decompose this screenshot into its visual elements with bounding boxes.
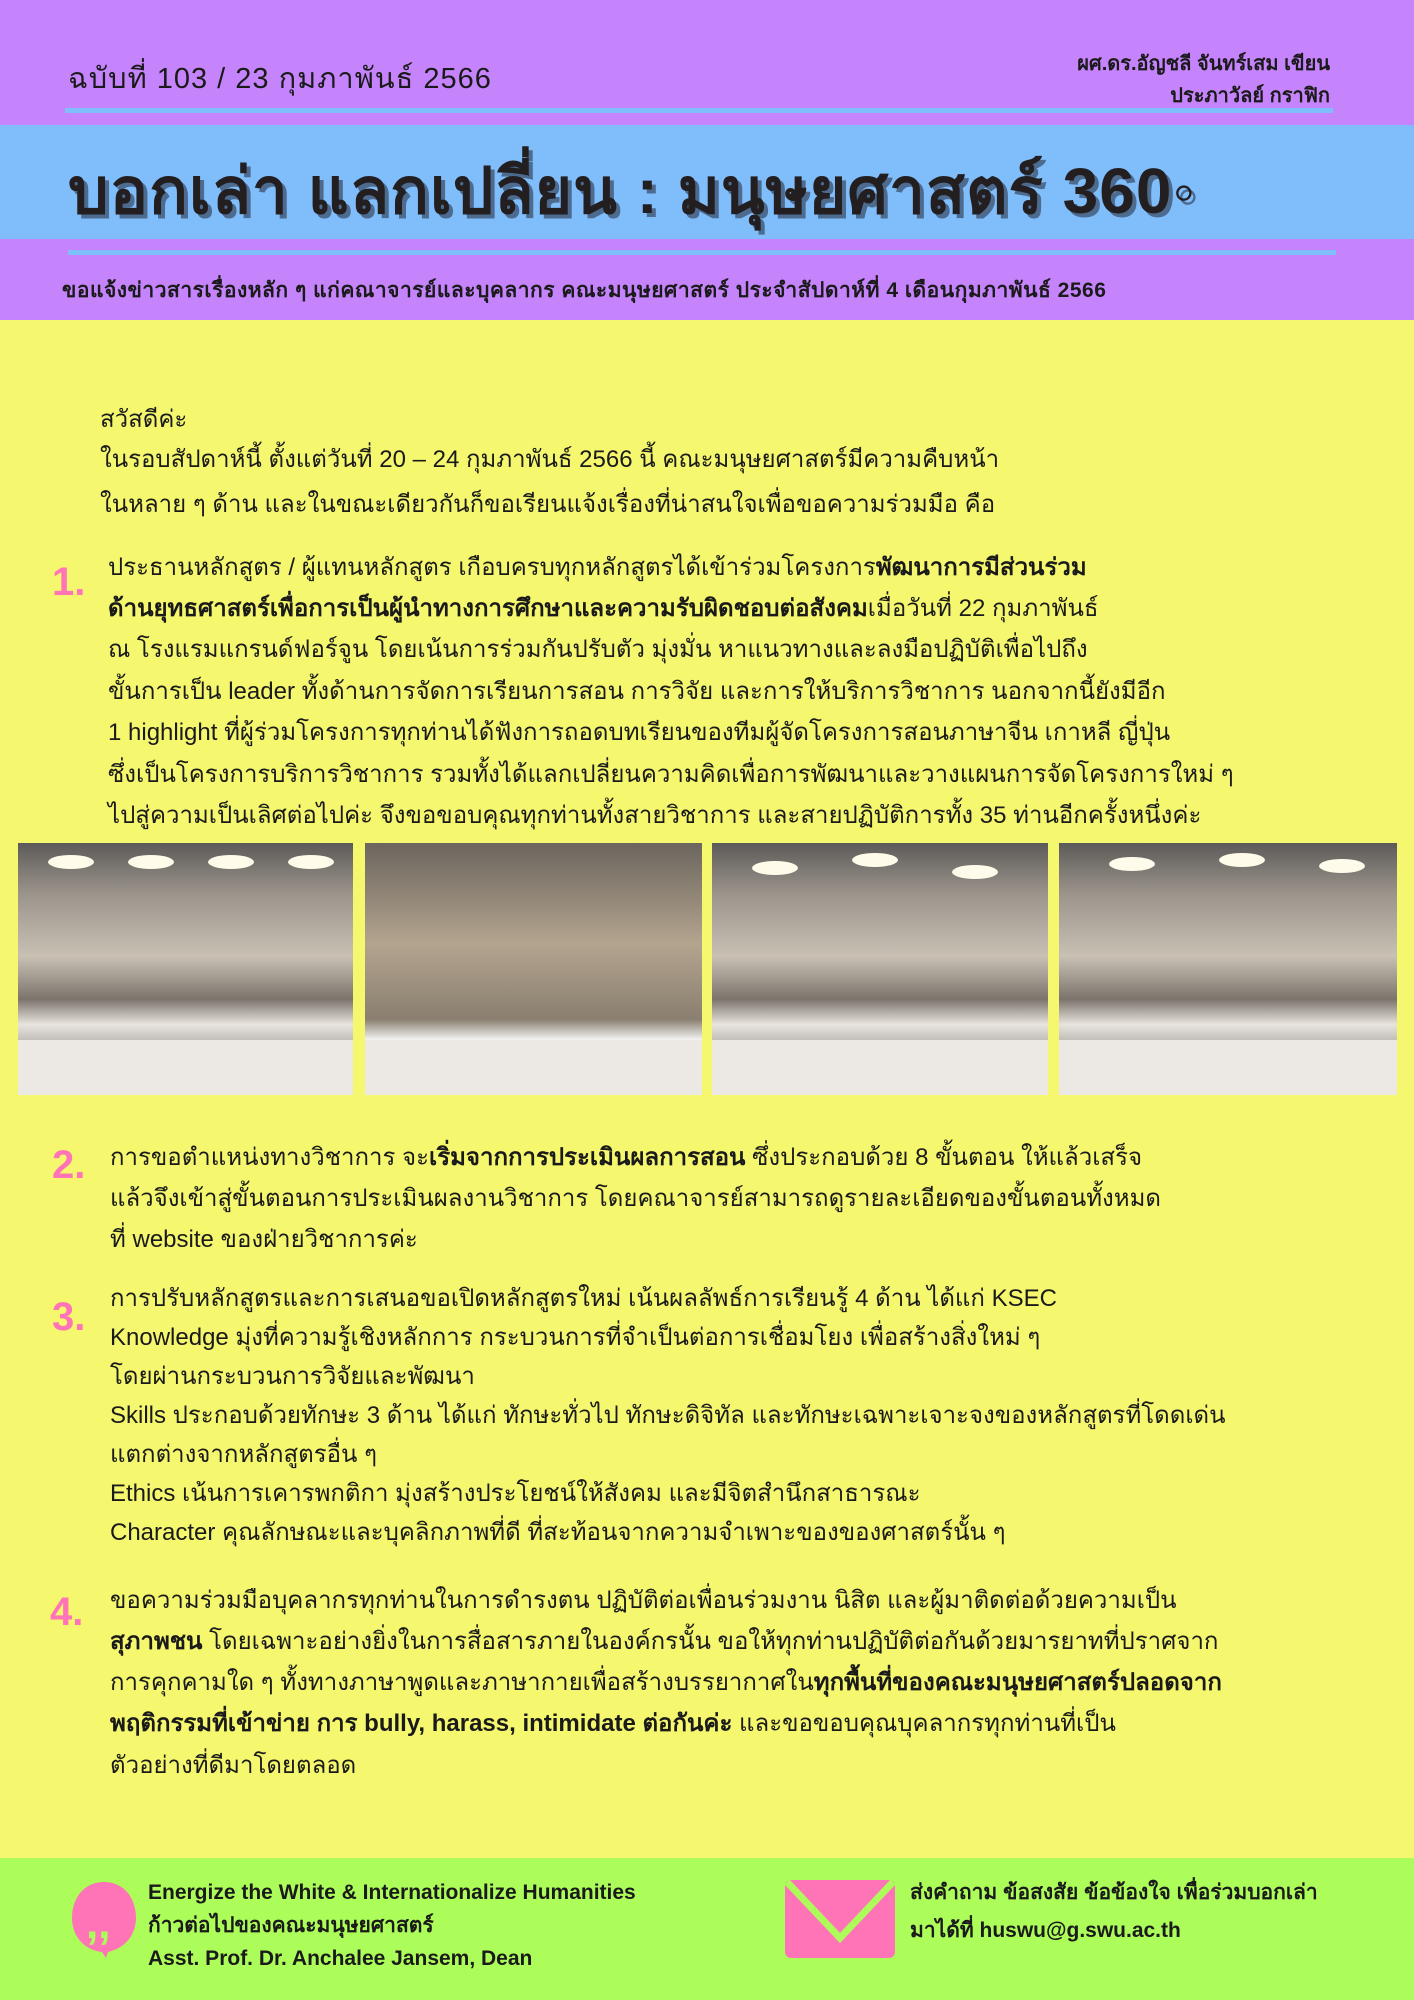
photo-meeting-4 bbox=[1059, 843, 1397, 1095]
bold-text: ทุกพื้นที่ของคณะมนุษยศาสตร์ปลอดจาก bbox=[813, 1669, 1222, 1696]
page-title: บอกเล่า แลกเปลี่ยน : มนุษยศาสตร์ 360◦ bbox=[68, 155, 1197, 227]
item-line: Character คุณลักษณะและบุคลิกภาพที่ดี ที่สะท้อนจากความจำเพาะของของศาสตร์นั้น ๆ bbox=[110, 1519, 1006, 1546]
greeting-line: สวัสดีค่ะ bbox=[100, 406, 188, 433]
bold-text: ด้านยุทธศาสตร์เพื่อการเป็นผู้นำทางการศึกษาและความรับผิดชอบต่อสังคม bbox=[108, 595, 868, 622]
graphic-credit: ประภาวัลย์ กราฟิก bbox=[1170, 85, 1330, 107]
photo-meeting-2 bbox=[365, 843, 702, 1095]
footer-slogan: Energize the White & Internationalize Humanities bbox=[148, 1881, 636, 1904]
bold-text: พฤติกรรมที่เข้าข่าย การ bully, harass, intimidate ต่อกันค่ะ bbox=[110, 1710, 733, 1737]
item-number: 1. bbox=[52, 560, 86, 604]
text: ประธานหลักสูตร / ผู้แทนหลักสูตร เกือบครบทุกหลักสูตรได้เข้าร่วมโครงการ bbox=[108, 554, 876, 581]
text: การขอตำแหน่งทางวิชาการ จะ bbox=[110, 1144, 429, 1171]
item-line bbox=[110, 1706, 1116, 1742]
item-line bbox=[110, 1140, 1142, 1176]
text: โดยเฉพาะอย่างยิ่งในการสื่อสารภายในองค์กรนั้น ขอให้ทุกท่านปฏิบัติต่อกันด้วยมารยาทที่ปราศจาก bbox=[202, 1628, 1219, 1655]
item-line: ขอความร่วมมือบุคลากรทุกท่านในการดำรงตน ปฏิบัติต่อเพื่อนร่วมงาน นิสิต และผู้มาติดต่อด้วยความเป็น bbox=[110, 1587, 1177, 1614]
mail-icon bbox=[785, 1880, 895, 1963]
item-line: Skills ประกอบด้วยทักษะ 3 ด้าน ได้แก่ ทักษะทั่วไป ทักษะดิจิทัล และทักษะเฉพาะเจาะจงของหลักสูตรที่โดดเด่น bbox=[110, 1402, 1226, 1429]
item-line: ไปสู่ความเป็นเลิศต่อไปค่ะ จึงขอขอบคุณทุกท่านทั้งสายวิชาการ และสายปฏิบัติการทั้ง 35 ท่านอีกครั้งหนึ่งค่ะ bbox=[108, 802, 1202, 829]
item-line: ตัวอย่างที่ดีมาโดยตลอด bbox=[110, 1752, 357, 1779]
text: เมื่อวันที่ 22 กุมภาพันธ์ bbox=[867, 595, 1099, 622]
divider bbox=[68, 250, 1336, 255]
item-line: ซึ่งเป็นโครงการบริการวิชาการ รวมทั้งได้แลกเปลี่ยนความคิดเพื่อการพัฒนาและวางแผนการจัดโครงการใหม่ ๆ bbox=[108, 761, 1234, 788]
item-line: Ethics เน้นการเคารพกติกา มุ่งสร้างประโยชน์ให้สังคม และมีจิตสำนึกสาธารณะ bbox=[110, 1480, 921, 1507]
text: การคุกคามใด ๆ ทั้งทางภาษาพูดและภาษากายเพื่อสร้างบรรยากาศใน bbox=[110, 1669, 814, 1696]
svg-text:,,: ,, bbox=[86, 1899, 111, 1948]
item-line: ขั้นการเป็น leader ทั้งด้านการจัดการเรียนการสอน การวิจัย และการให้บริการวิชาการ นอกจากนี้ยังมีอีก bbox=[108, 678, 1166, 705]
divider bbox=[65, 108, 1333, 113]
item-line: 1 highlight ที่ผู้ร่วมโครงการทุกท่านได้ฟังการถอดบทเรียนของทีมผู้จัดโครงการสอนภาษาจีน เกาหลี ญี่ปุ่น bbox=[108, 719, 1171, 746]
issue-date: ฉบับที่ 103 / 23 กุมภาพันธ์ 2566 bbox=[68, 63, 492, 95]
item-line: ณ โรงแรมแกรนด์ฟอร์จูน โดยเน้นการร่วมกันปรับตัว มุ่งมั่น หาแนวทางและลงมือปฏิบัติเพื่อไปถึง bbox=[108, 636, 1088, 663]
item-number: 2. bbox=[52, 1143, 86, 1187]
bold-text: เริ่มจากการประเมินผลการสอน bbox=[428, 1144, 746, 1171]
bold-text: สุภาพชน bbox=[110, 1628, 203, 1655]
item-line: ที่ website ของฝ่ายวิชาการค่ะ bbox=[110, 1226, 418, 1253]
greeting-line: ในหลาย ๆ ด้าน และในขณะเดียวกันก็ขอเรียนแจ้งเรื่องที่น่าสนใจเพื่อขอความร่วมมือ คือ bbox=[100, 491, 996, 518]
photo-meeting-3 bbox=[712, 843, 1048, 1095]
text: และขอขอบคุณบุคลากรทุกท่านที่เป็น bbox=[732, 1710, 1116, 1737]
item-line bbox=[110, 1624, 1218, 1660]
item-line: แตกต่างจากหลักสูตรอื่น ๆ bbox=[110, 1441, 377, 1468]
item-line bbox=[108, 550, 1087, 586]
item-line: Knowledge มุ่งที่ความรู้เชิงหลักการ กระบวนการที่จำเป็นต่อการเชื่อมโยง เพื่อสร้างสิ่งใหม่ ๆ bbox=[110, 1324, 1041, 1351]
footer-slogan-th: ก้าวต่อไปของคณะมนุษยศาสตร์ bbox=[148, 1914, 434, 1937]
item-line bbox=[108, 591, 1099, 627]
text: ซึ่งประกอบด้วย 8 ขั้นตอน ให้แล้วเสร็จ bbox=[745, 1144, 1143, 1171]
bold-text: พัฒนาการมีส่วนร่วม bbox=[875, 554, 1087, 581]
item-number: 4. bbox=[50, 1590, 84, 1634]
contact-text: ส่งคำถาม ข้อสงสัย ข้อข้องใจ เพื่อร่วมบอกเล่า bbox=[910, 1881, 1318, 1904]
greeting-line: ในรอบสัปดาห์นี้ ตั้งแต่วันที่ 20 – 24 กุมภาพันธ์ 2566 นี้ คณะมนุษยศาสตร์มีความคืบหน้า bbox=[100, 446, 1000, 473]
item-line bbox=[110, 1665, 1222, 1701]
item-line: แล้วจึงเข้าสู่ขั้นตอนการประเมินผลงานวิชาการ โดยคณาจารย์สามารถดูรายละเอียดของขั้นตอนทั้งหมด bbox=[110, 1185, 1161, 1212]
writer-credit: ผศ.ดร.อัญชลี จันทร์เสม เขียน bbox=[1077, 53, 1330, 75]
quote-icon bbox=[70, 1880, 138, 1965]
subtitle: ขอแจ้งข่าวสารเรื่องหลัก ๆ แก่คณาจารย์และบุคลากร คณะมนุษยศาสตร์ ประจำสัปดาห์ที่ 4 เดือนกุมภาพันธ์ 2566 bbox=[62, 279, 1107, 302]
photo-meeting-1 bbox=[18, 843, 353, 1095]
item-number: 3. bbox=[52, 1295, 86, 1339]
item-line: การปรับหลักสูตรและการเสนอขอเปิดหลักสูตรใหม่ เน้นผลลัพธ์การเรียนรู้ 4 ด้าน ได้แก่ KSEC bbox=[110, 1285, 1057, 1312]
contact-email[interactable]: มาได้ที่ huswu@g.swu.ac.th bbox=[910, 1919, 1181, 1942]
footer-dean: Asst. Prof. Dr. Anchalee Jansem, Dean bbox=[148, 1947, 533, 1970]
item-line: โดยผ่านกระบวนการวิจัยและพัฒนา bbox=[110, 1363, 475, 1390]
